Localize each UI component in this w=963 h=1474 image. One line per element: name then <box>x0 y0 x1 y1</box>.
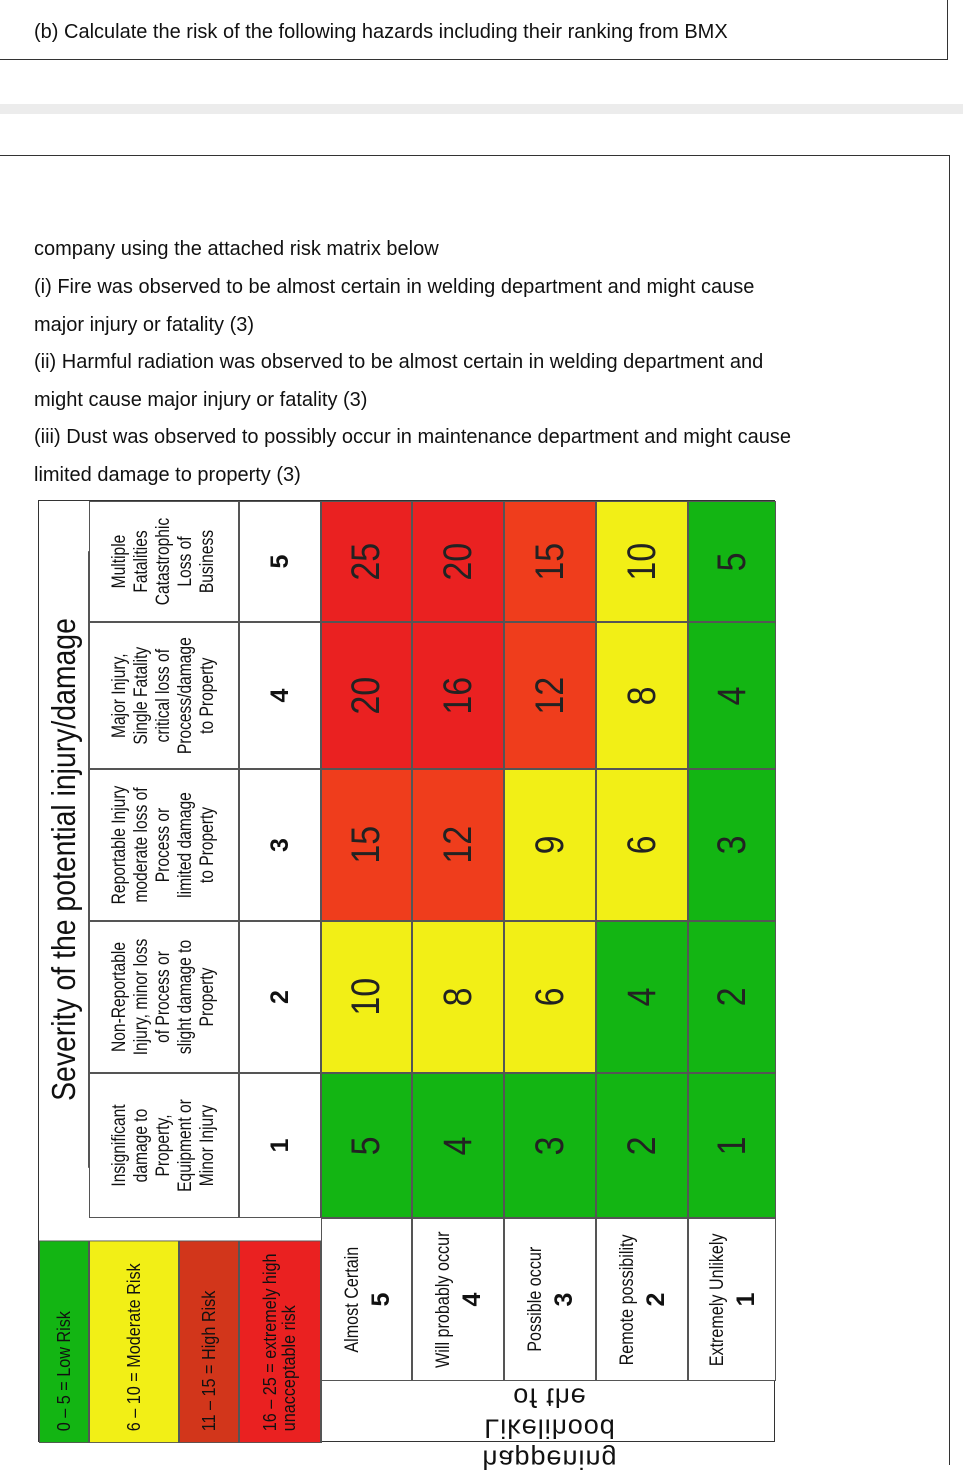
likelihood-text: Almost Certain <box>341 1246 363 1353</box>
risk-value: 8 <box>619 686 664 705</box>
likelihood-label <box>504 1218 596 1381</box>
risk-value: 4 <box>709 686 754 705</box>
likelihood-text: Will probably occur <box>433 1231 454 1368</box>
likelihood-title <box>321 1381 777 1474</box>
likelihood-number: 5 <box>366 1292 395 1307</box>
likelihood-number: 2 <box>642 1292 670 1307</box>
legend-high: 11 – 15 = High Risk <box>179 1241 239 1444</box>
legend-moderate: 6 – 10 = Moderate Risk <box>89 1241 179 1444</box>
risk-cell <box>321 769 412 921</box>
risk-cell <box>321 501 412 622</box>
risk-value: 20 <box>435 542 480 581</box>
risk-value: 5 <box>709 552 754 571</box>
risk-cell <box>321 622 412 769</box>
risk-value: 3 <box>527 1136 572 1155</box>
risk-value: 10 <box>344 978 388 1016</box>
likelihood-number: 1 <box>732 1292 760 1307</box>
question-heading: (b) Calculate the risk of the following hazards including their ranking from BMX <box>34 21 728 43</box>
risk-value: 5 <box>344 1136 388 1155</box>
risk-value: 1 <box>709 1136 754 1155</box>
legend-extreme: 16 – 25 = extremely high unacceptable risk <box>239 1241 321 1444</box>
likelihood-text: Extremely Unlikely <box>707 1233 728 1366</box>
risk-cell <box>504 501 596 622</box>
page-separator <box>0 104 963 114</box>
risk-value: 4 <box>435 1136 480 1155</box>
question-line: (i) Fire was observed to be almost certain in welding department and might cause <box>34 276 755 298</box>
risk-cell <box>504 1073 596 1218</box>
likelihood-number: 4 <box>458 1292 486 1307</box>
risk-matrix-image <box>38 500 775 1474</box>
question-line: (iii) Dust was observed to possibly occur in maintenance department and might cause <box>34 426 792 448</box>
severity-number: 4 <box>239 622 321 769</box>
risk-value: 8 <box>435 987 480 1007</box>
risk-cell <box>688 769 776 921</box>
risk-cell <box>688 1073 776 1218</box>
question-line: might cause major injury or fatality (3) <box>34 389 368 411</box>
risk-cell <box>504 921 596 1073</box>
risk-value: 16 <box>435 676 480 715</box>
likelihood-text: Possible occur <box>525 1246 546 1353</box>
risk-value: 6 <box>527 987 572 1007</box>
likelihood-number: 3 <box>550 1292 578 1307</box>
severity-number: 5 <box>239 501 321 622</box>
risk-cell <box>504 622 596 769</box>
likelihood-text: Remote possibility <box>617 1233 638 1366</box>
risk-cell <box>596 921 688 1073</box>
likelihood-title-line2: happening <box>481 1443 618 1474</box>
risk-value: 6 <box>619 835 664 855</box>
risk-value: 15 <box>344 826 388 864</box>
question-line: company using the attached risk matrix below <box>34 238 439 260</box>
question-line: major injury or fatality (3) <box>34 314 255 336</box>
risk-value: 2 <box>709 987 754 1007</box>
risk-cell <box>688 921 776 1073</box>
severity-desc: Major Injury, Single Fatality critical loss of Process/damage to Property <box>89 622 239 769</box>
risk-cell <box>596 501 688 622</box>
likelihood-label <box>412 1218 504 1381</box>
question-line: limited damage to property (3) <box>34 464 301 486</box>
likelihood-label <box>596 1218 688 1381</box>
severity-number: 3 <box>239 769 321 921</box>
risk-value: 12 <box>435 826 480 864</box>
risk-value: 2 <box>619 1136 664 1155</box>
risk-cell <box>321 921 412 1073</box>
question-heading-box <box>0 0 948 60</box>
likelihood-label <box>688 1218 776 1381</box>
severity-desc: Multiple Fatalities Catastrophic Loss of Business <box>89 501 239 622</box>
risk-cell <box>504 769 596 921</box>
risk-value: 12 <box>527 676 572 715</box>
risk-cell <box>596 622 688 769</box>
severity-title: Severity of the potential injury/damage <box>39 551 89 1168</box>
likelihood-label <box>321 1218 412 1381</box>
risk-cell <box>321 1073 412 1218</box>
severity-desc: Insignificant damage to Property, Equipment or Minor Injury <box>89 1073 239 1218</box>
risk-value: 4 <box>619 987 664 1007</box>
risk-value: 9 <box>527 835 572 855</box>
severity-desc: Non-Reportable Injury, minor loss of Process or slight damage to Property <box>89 921 239 1073</box>
risk-value: 15 <box>527 542 572 581</box>
legend-low: 0 – 5 = Low Risk <box>39 1241 89 1444</box>
risk-cell <box>688 501 776 622</box>
risk-cell <box>688 622 776 769</box>
likelihood-title-line1: Likelihood of the <box>483 1381 616 1443</box>
risk-matrix <box>39 501 776 1474</box>
risk-value: 10 <box>619 542 664 581</box>
risk-cell <box>412 622 504 769</box>
severity-desc: Reportable Injury moderate loss of Process or limited damage to Property <box>89 769 239 921</box>
risk-value: 20 <box>344 676 388 715</box>
risk-value: 3 <box>709 835 754 855</box>
severity-number: 1 <box>239 1073 321 1218</box>
risk-cell <box>596 769 688 921</box>
question-line: (ii) Harmful radiation was observed to be almost certain in welding department and <box>34 351 764 373</box>
risk-cell <box>412 1073 504 1218</box>
risk-cell <box>412 501 504 622</box>
risk-value: 25 <box>344 542 388 581</box>
risk-cell <box>596 1073 688 1218</box>
severity-number: 2 <box>239 921 321 1073</box>
risk-cell <box>412 769 504 921</box>
risk-cell <box>412 921 504 1073</box>
